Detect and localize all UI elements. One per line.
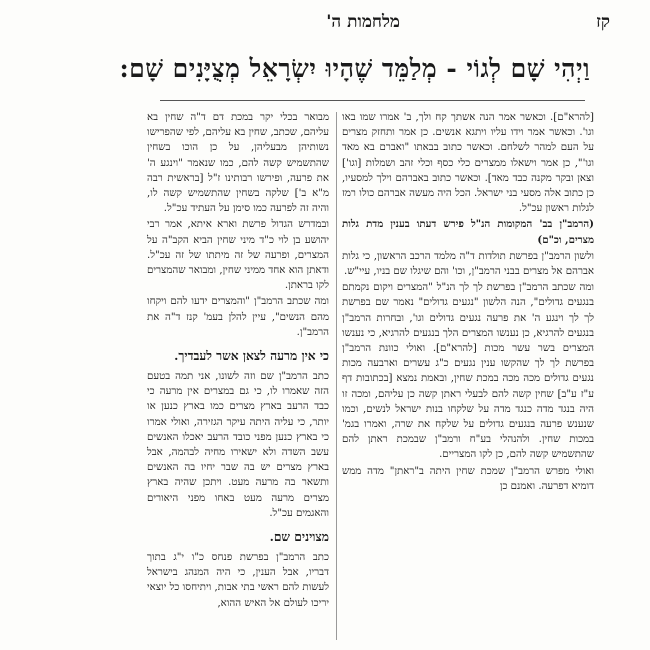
verse-heading: וַיְהִי שָׁם לְגוֹי - מְלַמֵּד שֶׁהָיוּ יִשְׂרָאֵל מְצֻיָּנִים שָׁם: [119,54,590,83]
sub-heading: כי אין מרעה לצאן אשר לעבדיך. [174,349,329,364]
heading-rule [160,100,585,101]
right-column [342,110,594,495]
paragraph: ומה שכתב הרמב"ן "והמצרים ידעו להם ויקחו מהם הנשים", עיין להלן בעמ' קנז ד"ה את הרמב"ן. [147,296,329,338]
paragraph: כתב הרמב"ן שם וזה לשונו, אני תמה בטעם הזה שאמרו לו, כי גם במצרים אין מרעה כי כבד הרעב בארץ מצרים כמו בארץ כנען או יותר, כי עליה היתה עיקר הגזירה, ואולי אמרו כי בארץ כנען מפני כובד הרעב יאכלו האנשים עשב השדה ולא ישאירו מחיה לבהמה, אבל בארץ מצרים יש בה שבר יחיו בה האנשים ותשאר בה מרעה מעט. ויתכן שהיה בארץ מצרים מרעה מעט באחו מפני היאורים והאגמים עכ"ל. [147,371,329,519]
paragraph: [להרא"ם]. וכאשר אמר הנה אשתך קח ולך, ב' אמרו שמו באו וגו'. וכאשר אמר וידו עליו ויתגא אנשים. כן אמר ותחזק מצרים על העם למהר לשלחם. וכאשר כתוב בבאתו "ואברם בא מאד וגו'", כן אמר וישאלו ממצרים כלי כסף וכלי זהב ושמלות [וגו'] וצאן ובקר מקנה כבד מאד]. וכאשר כתוב באברהם וילך למסעיו, כן כתוב אלה מסעי בני ישראל. הכל היה מעשה אברהם כולו רמז לגלות ראשון עכ"ל. [342,112,594,215]
page-header [130,10,610,38]
paragraph: ואולי מפרש הרמב"ן שמכת שחין היתה ב"ראתן" מדה ממש דומיא דפרעה. ואמנם כן [342,465,594,492]
paragraph: ובמדרש הגדול פרשת וארא איתא, אמר רבי יהושע בן לוי כ"ד מיני שחין הביא הקב"ה על המצרים, ופרעה של זה מיתתו של זה עכ"ל. ודאתן הוא אחד ממיני שחין, ומבואר שהמצרים לקו בראתן. [147,219,329,292]
running-title: מלחמות ה' [326,12,400,32]
left-column [147,110,329,612]
column-divider [336,112,337,640]
paragraph: כתב הרמב"ן בפרשת פנחס כ"ו י"ג בתוך דבריו, אבל הענין, כי היה המנהג בישראל לעשות להם ראשי בתי אבות, ויתיחסו כל יוצאי יריכו לעולם אל האיש ההוא, [147,552,329,609]
paragraph: מבואר בכלי יקר במכת דם ד"ה שחין בא עליהם, שכתב, שחין בא עליהם, לפי שהפרישו נשותיהן מבעליהן, על כן הוכו בשחין שהתשמיש קשה להם, כמו שנאמר "וינגע ה' את פרעה, ופירשו רבותינו ז"ל [בראשית רבה מ"א ב'] שלקה בשחין שהתשמיש קשה לו, והיה זה לפרעה כמו סימן על העתיד עכ"ל. [147,112,329,215]
paragraph: ולשון הרמב"ן בפרשת תולדות ד"ה מלמד הרכב הראשון, כי גלות אברהם אל מצרים בבני הרמב"ן, וכו' והם שיגלו שם בניו, עיי"ש. [342,250,594,278]
paragraph: (הרמב"ן בב' המקומות הנ"ל פירש דעתו בענין מדת גלות מצרים, וכ"ם) [342,218,594,246]
paragraph: ומה שכתב הרמב"ן בפרשת לך לך הנ"ל "המצרים ויקום נקמתם בנגעים גדולים", הנה הלשון "נגעים גדולים" נאמר שם בפרשת לך לך וינגע ה' את פרעה נגעים גדולים וגו', ובחרות הרמב"ן בנגעים להרגיא, כן נענשו המצרים הלך בנגעים להרגיא, כי נענשו המצרים בשר עשר מכות [להרא"ם]. ואולי כוונת הרמב"ן בפרשת לך לך שהקשו ענין נגעים כ"ג עשרים וארבעה מכות נגעים גדולים מכה מכה במכת שחין, ובאמת נמצא [בכתובות דף ע"ז ע"ב] שחין קשה להם לבעלי ראתן קשה כן עליהם, ומכה זו היה בנגד מדה כנגד מדה על שלקחו בנות ישראל לנשים, וכמו שנענש פרעה בנגעים גדולים על שלקח את שרה, ואמרו בגמ' במכות שחין. ולהנהלי בע"ח ורמב"ן שבמכת ראתן להם שהתשמיש קשה להם, כן לקו המצריים. [342,282,594,461]
sub-heading: מצוינים שם. [269,530,329,545]
page-number: קז [596,12,610,32]
